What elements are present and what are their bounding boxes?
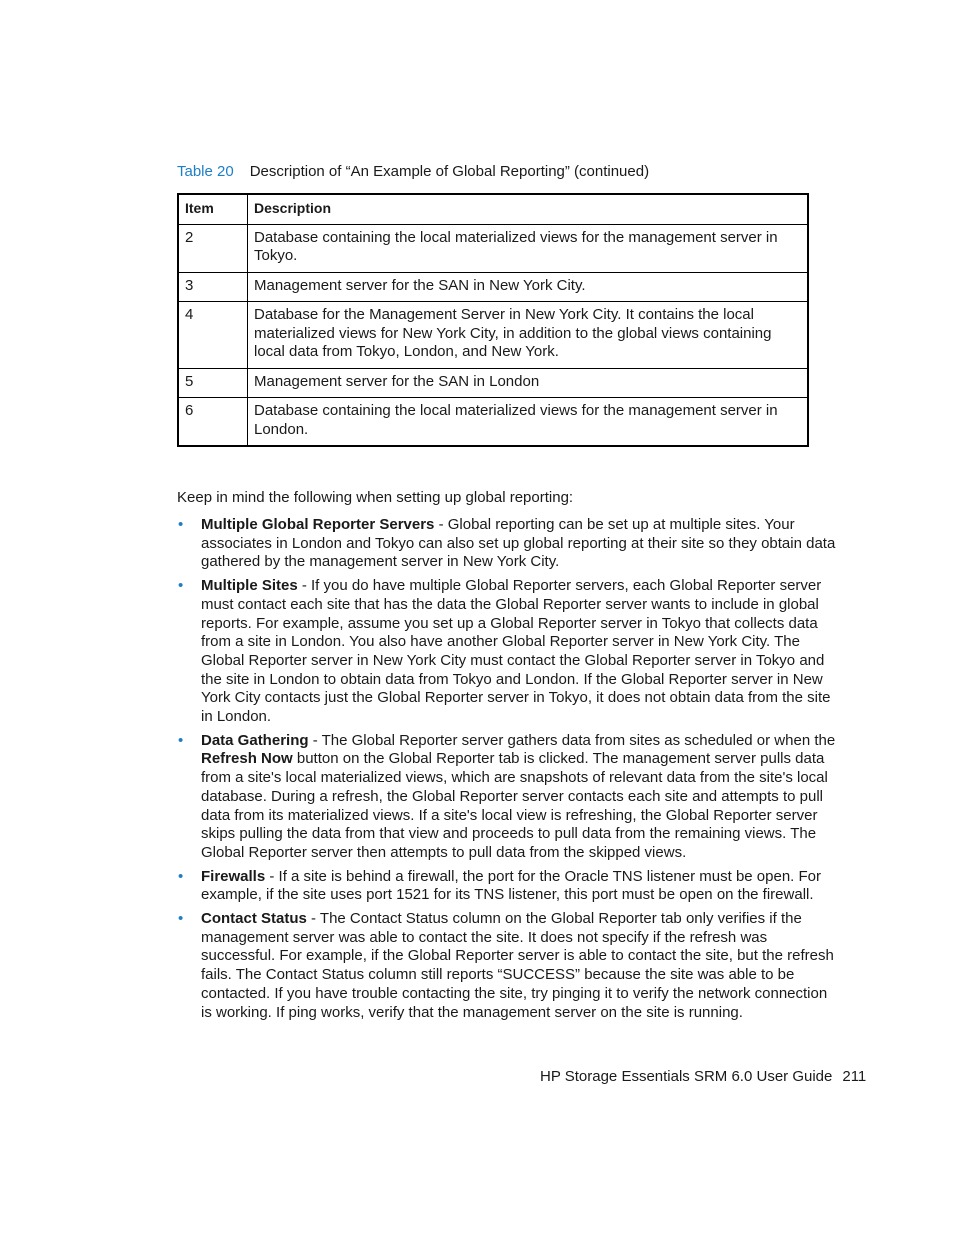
bullet-term: Data Gathering [201,731,309,749]
intro-paragraph: Keep in mind the following when setting up global reporting: [177,489,574,506]
row-item: 5 [178,368,248,398]
row-item: 3 [178,272,248,302]
table-number: Table 20 [177,163,234,180]
bullet-list [177,516,842,1027]
row-item: 2 [178,224,248,272]
page-number: 211 [842,1068,867,1085]
row-description: Database containing the local materialized views for the management server in Tokyo. [248,224,809,272]
table-row [178,272,808,302]
bullet-term: Firewalls [201,867,266,885]
bullet-icon: • [178,731,184,749]
table-header-row [178,194,808,224]
table-caption [177,162,649,182]
row-description: Database containing the local materialized views for the management server in London. [248,398,809,447]
list-item [177,868,842,905]
table-row [178,368,808,398]
row-item: 4 [178,302,248,369]
row-item: 6 [178,398,248,447]
list-item [177,577,842,727]
table-title: Description of “An Example of Global Reporting” (continued) [249,163,650,180]
description-table [177,193,809,447]
row-description: Management server for the SAN in London [248,368,809,398]
table-row [178,398,808,447]
bullet-text: - The Global Reporter server gathers data from sites as scheduled or when the [308,731,836,749]
table-row [178,302,808,369]
bullet-term: Multiple Global Reporter Servers [201,516,435,533]
bullet-term: Multiple Sites [201,577,298,595]
page-footer [540,1067,867,1087]
bullet-text: - The Contact Status column on the Global Reporter tab only verifies if the management server was able to contact the site. It does not specify if the refresh was successful. For example, if the Global Reporter server is able to contact the site, but the refresh fails. The Contact Status column still reports “SUCCESS” because the site was able to be contacted. If you have trouble contacting the site, try pinging it to verify the network connection is working. If ping works, verify that the management server on the site is running. [201,910,834,1021]
bullet-icon: • [178,910,184,928]
bullet-term-inline: Refresh Now [201,750,293,768]
list-item [177,516,842,572]
bullet-term: Contact Status [201,910,307,928]
bullet-icon: • [178,577,184,595]
table-row [178,224,808,272]
bullet-text: button on the Global Reporter tab is clicked. The management server pulls data from a site's local materialized views, which are snapshots of relevant data from the site's local database. During a refresh, the Global Reporter server contacts each site and attempts to pull data from its materialized views. If a site's local view is refreshing, the Global Reporter server skips pulling the data from that view and proceeds to pull data from the remaining views. The Global Reporter server then attempts to pull data from the skipped views. [201,750,828,861]
row-description: Management server for the SAN in New York City. [248,272,809,302]
bullet-icon: • [178,867,184,885]
bullet-text: - If you do have multiple Global Reporter servers, each Global Reporter server must contact each site that has the data the Global Reporter server wants to include in global reports. For example, assume you set up a Global Reporter server in Tokyo that collects data from a site in London. You also have another Global Reporter server in New York City. The Global Reporter server in New York City must contact the Global Reporter server in Tokyo and the site in London to obtain data from Tokyo and London. If the Global Reporter server in New York City contacts just the Global Reporter server in Tokyo, it does not obtain data from the site in London. [201,577,831,726]
bullet-icon: • [178,516,184,533]
list-item [177,732,842,863]
header-item: Item [178,194,248,224]
list-item [177,910,842,1022]
footer-guide-title: HP Storage Essentials SRM 6.0 User Guide [540,1068,833,1085]
header-description: Description [248,194,809,224]
row-description: Database for the Management Server in New York City. It contains the local materialized views for New York City, in addition to the global views containing local data from Tokyo, London, and New York. [248,302,809,369]
bullet-text: - Global reporting can be set up at multiple sites. Your associates in London and Tokyo can also set up global reporting at their site so they obtain data gathered by the management server in New York City. [201,516,836,571]
bullet-text: - If a site is behind a firewall, the port for the Oracle TNS listener must be open. For example, if the site uses port 1521 for its TNS listener, this port must be open on the firewall. [201,867,822,904]
